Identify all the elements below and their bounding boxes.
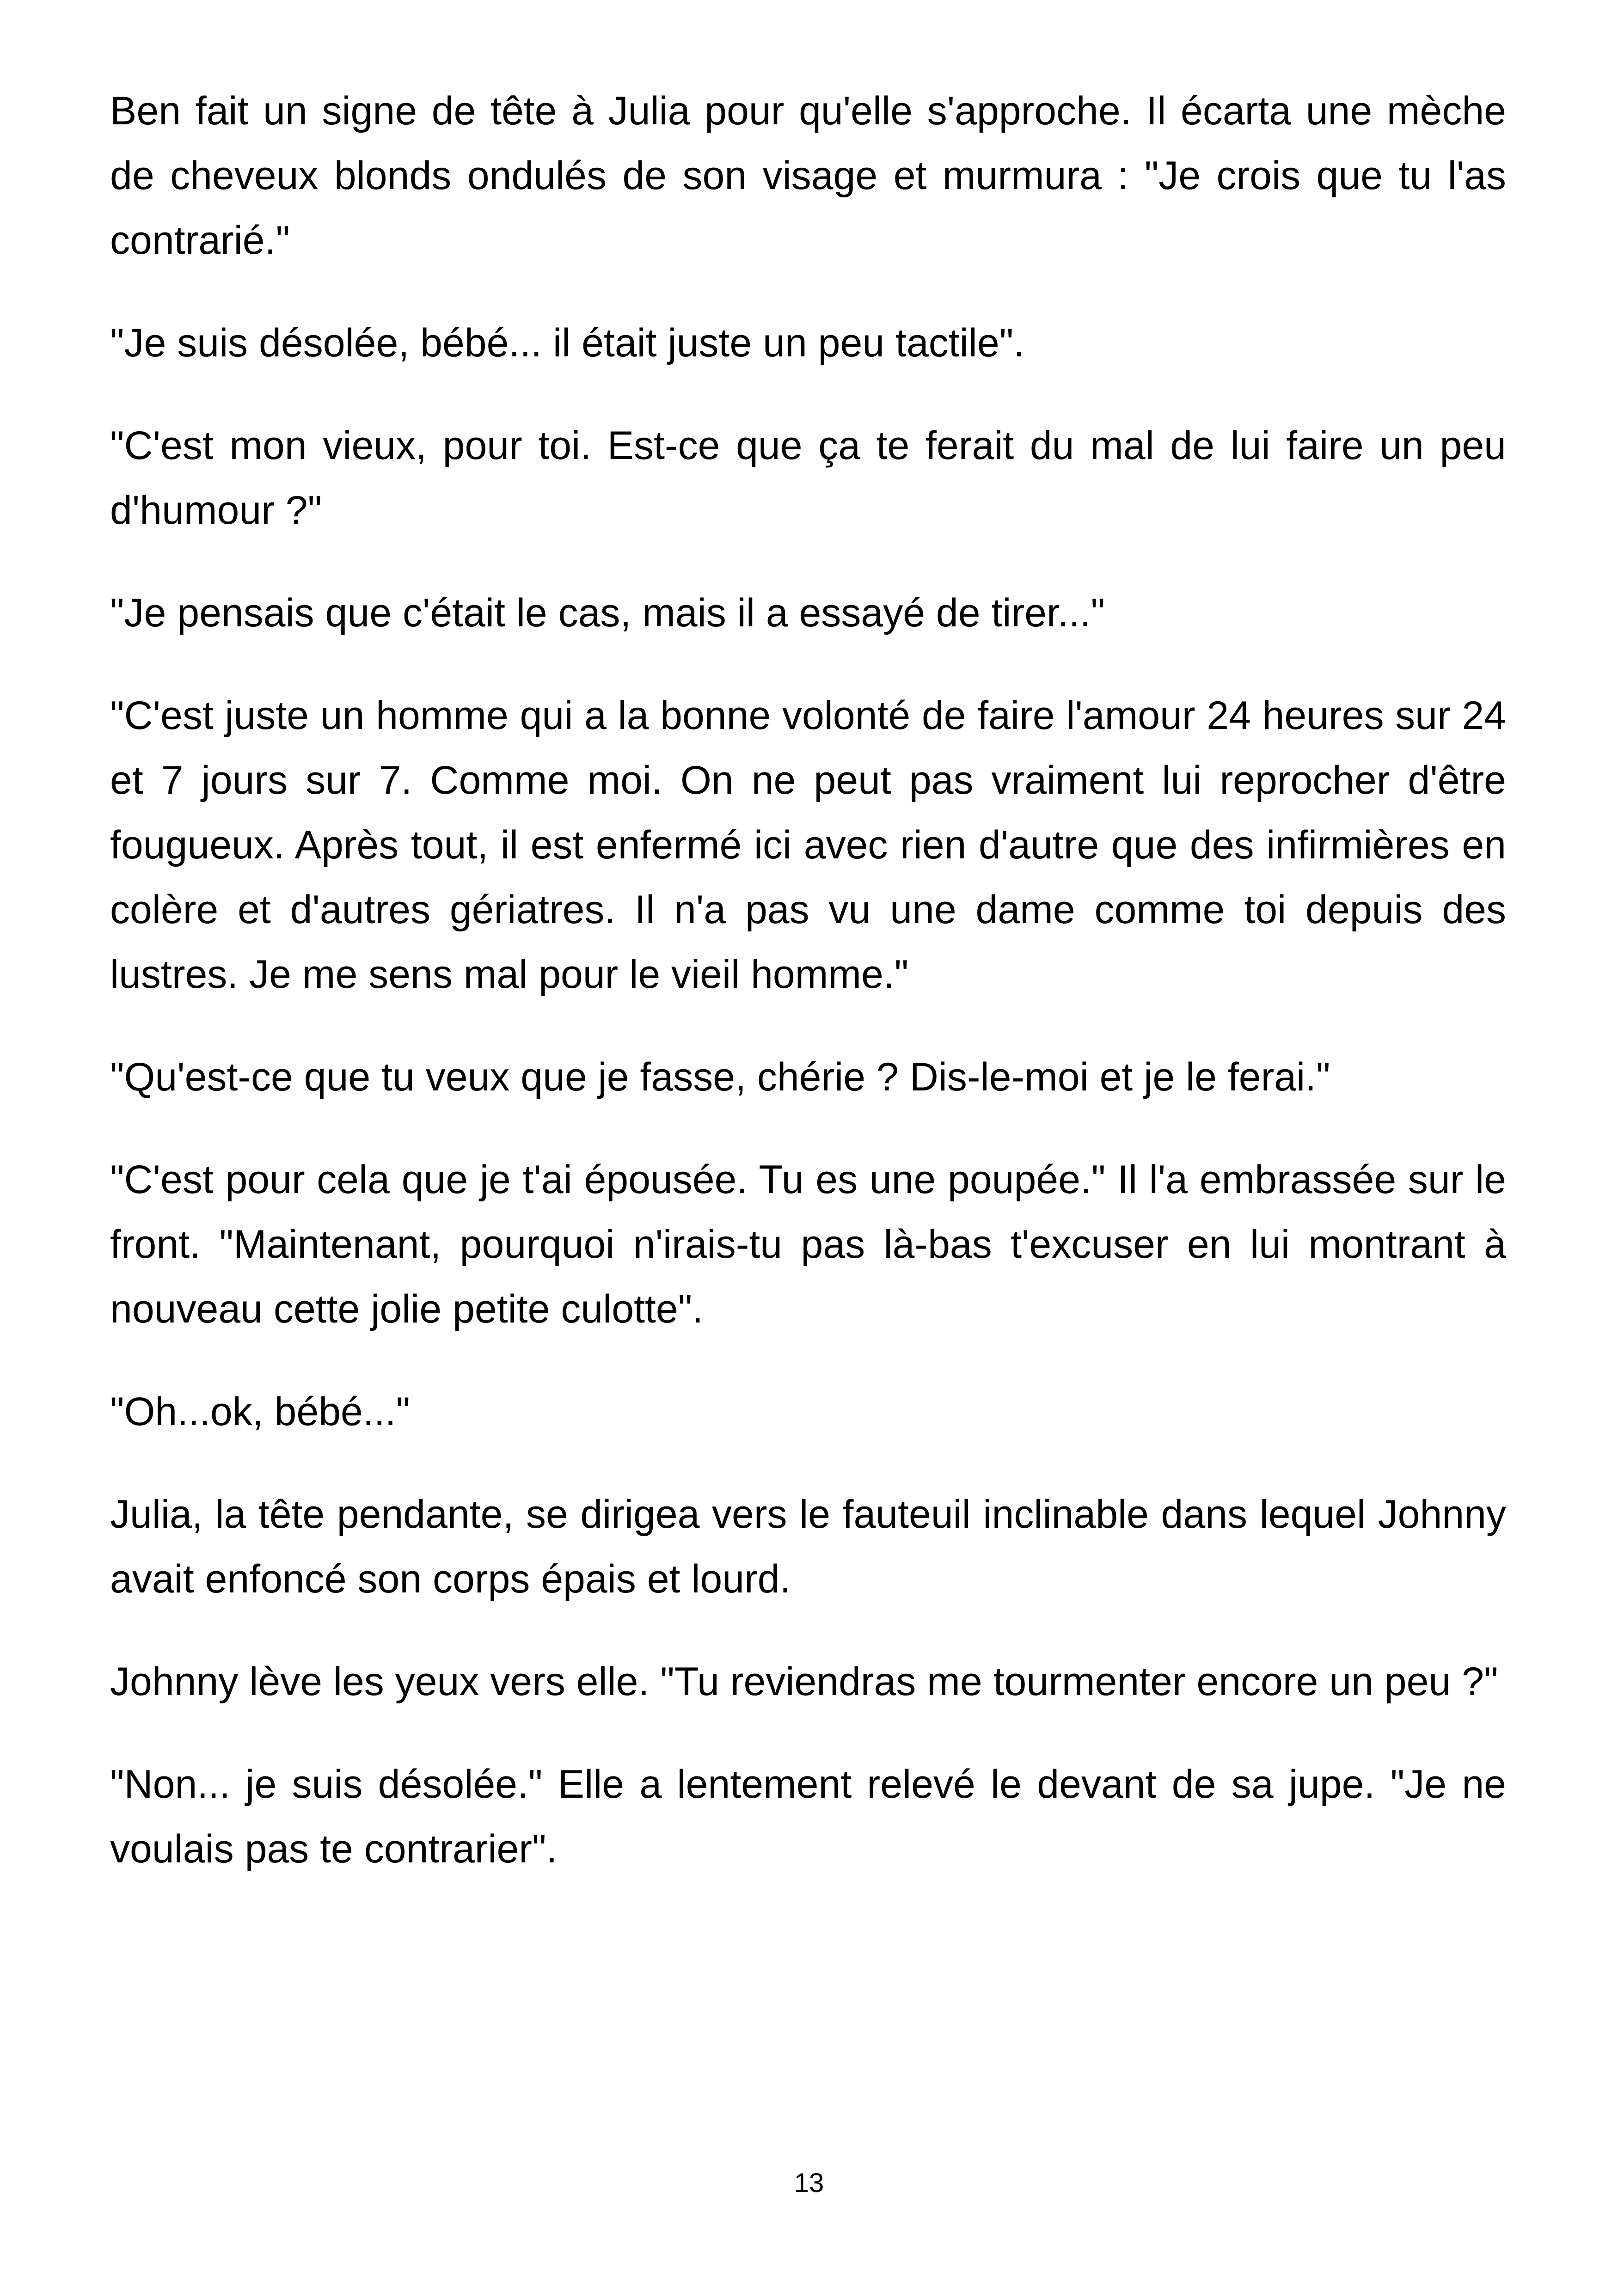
paragraph: "Non... je suis désolée." Elle a lentement relevé le devant de sa jupe. "Je ne voulais pas te contrarier". bbox=[110, 1762, 1506, 1871]
paragraph: Johnny lève les yeux vers elle. "Tu reviendras me tourmenter encore un peu ?" bbox=[110, 1659, 1498, 1704]
paragraph: "Qu'est-ce que tu veux que je fasse, chérie ? Dis-le-moi et je le ferai." bbox=[110, 1055, 1330, 1099]
paragraph: "Je suis désolée, bébé... il était juste un peu tactile". bbox=[110, 321, 1025, 365]
paragraph: "C'est mon vieux, pour toi. Est-ce que ça te ferait du mal de lui faire un peu d'humour ?" bbox=[110, 423, 1506, 533]
paragraph: "C'est pour cela que je t'ai épousée. Tu es une poupée." Il l'a embrassée sur le front. "Maintenant, pourquoi n'irais-tu pas là-bas t'excuser en lui montrant à nouveau cette jolie petite culotte". bbox=[110, 1157, 1506, 1331]
paragraph: "Oh...ok, bébé..." bbox=[110, 1390, 411, 1434]
paragraph: Ben fait un signe de tête à Julia pour qu'elle s'approche. Il écarta une mèche de cheveux blonds ondulés de son visage et murmura : "Je crois que tu l'as contrarié." bbox=[110, 89, 1506, 263]
page-body-text bbox=[110, 79, 1506, 1919]
paragraph: "C'est juste un homme qui a la bonne volonté de faire l'amour 24 heures sur 24 et 7 jours sur 7. Comme moi. On ne peut pas vraiment lui reprocher d'être fougueux. Après tout, il est enfermé ici avec rien d'autre que des infirmières en colère et d'autres gériatres. Il n'a pas vu une dame comme toi depuis des lustres. Je me sens mal pour le vieil homme." bbox=[110, 693, 1506, 997]
paragraph: Julia, la tête pendante, se dirigea vers le fauteuil inclinable dans lequel Johnny avait enfoncé son corps épais et lourd. bbox=[110, 1492, 1506, 1601]
page-number: 13 bbox=[794, 2168, 824, 2198]
paragraph: "Je pensais que c'était le cas, mais il a essayé de tirer..." bbox=[110, 591, 1105, 635]
